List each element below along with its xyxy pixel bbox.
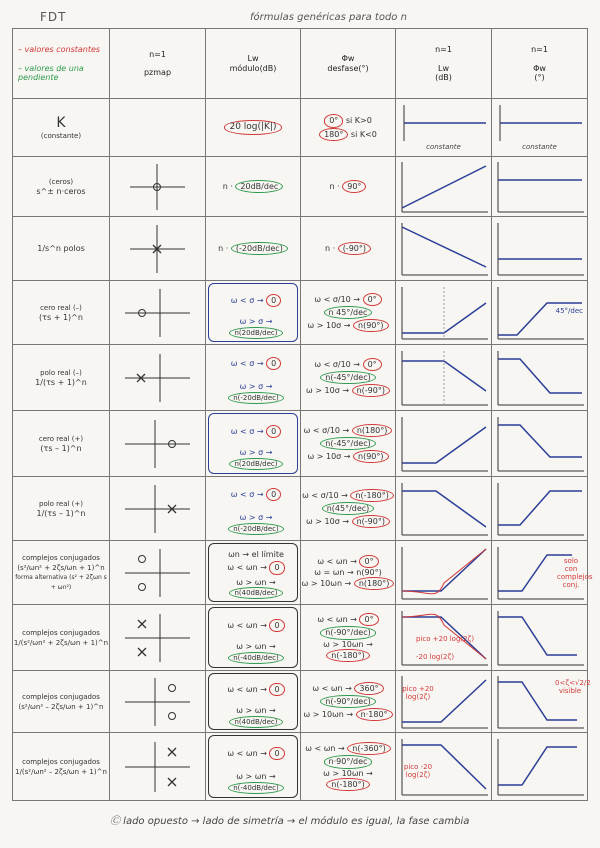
value: n(40dB/dec) [229,716,282,728]
cond: ω > ωn → [236,577,276,587]
mod-cell [206,411,301,477]
note: cero real (+) [38,435,84,444]
note: (ceros) [48,178,74,187]
lw-plot [396,605,492,671]
col-header-mod [206,29,301,99]
annotation: pico -20 log(2ζ) [403,763,433,780]
blue-box [208,413,298,474]
phase-cond: si K<0 [350,129,377,139]
phase-cell [301,281,396,345]
blue-box [208,283,298,342]
row-label [13,671,110,733]
pzmap-cell [110,157,206,217]
plot-svg [492,219,587,279]
row-complex-poles-unstable [13,733,588,801]
cond: ωn → el límite [228,550,284,560]
plot-svg [396,413,491,475]
col-top: Lw [247,54,259,64]
plot-svg [492,413,587,475]
pzmap-svg [110,348,205,408]
mod-cell [206,733,301,801]
black-box [208,543,298,602]
phase-cell [301,541,396,605]
col-sub2: (°) [534,72,545,82]
row-real-zero-neg [13,281,588,345]
phase-pos: 0° [324,114,343,127]
lw-plot [396,733,492,801]
cond: ω < ωn → [227,685,267,695]
cond: ω < ωn → [305,744,345,754]
expr: (s²/ωn² – 2ζs/ωn + 1)^n [18,702,104,711]
value: n(-90°) [352,384,390,397]
lw-plot [396,671,492,733]
col-sub: pzmap [143,68,172,78]
value: n(90°) [353,450,389,463]
cond: ω > 10ωn → [301,579,352,589]
phase-coef: n · [329,181,340,191]
pzmap-cell [110,541,206,605]
value: n(-40dB/dec) [228,652,284,664]
mod-slope: (-20dB/dec) [231,242,288,255]
cond: ω < σ → [230,296,264,306]
expr: 1/(τs + 1)^n [35,377,87,387]
value: n(-40dB/dec) [228,782,284,794]
row-label [13,733,110,801]
mod-cell [206,157,301,217]
col-sub2: (dB) [435,72,452,82]
note: cero real (–) [40,304,82,313]
mod-cell [206,99,301,157]
pzmap-svg [110,608,205,668]
value: n(180°) [352,424,393,437]
plot-caption: constante [522,143,557,152]
col-sub: Φw [533,63,546,73]
plot-svg [396,103,491,143]
row-origin-zeros [13,157,588,217]
value: n(20dB/dec) [229,327,282,339]
mod-cell [206,477,301,541]
mod-slope: 20dB/dec [235,180,283,193]
pzmap-svg [110,219,205,279]
value: n(-45°/dec) [320,371,375,384]
phase-plot [492,671,591,733]
value: 0 [269,561,284,574]
cond: ω < σ/10 → [314,294,361,304]
col-sub: módulo(dB) [229,63,277,73]
pzmap-svg [110,543,205,603]
row-constant [13,99,588,157]
phase-plot [492,99,588,157]
value: 0 [266,425,281,438]
note: complejos conjugados [22,554,100,563]
row-label [13,411,110,477]
mod-cell [206,345,301,411]
cond: ω > σ → [239,513,273,523]
phase-cell [301,217,396,281]
value: n(-45°/dec) [320,437,375,450]
plot-svg [396,672,491,732]
phase-cell [301,733,396,801]
pzmap-svg [110,158,205,216]
cond: ω < σ/10 → [303,425,350,435]
value: ω = ωn → n(90°) [314,567,382,577]
value: n(20dB/dec) [229,458,282,470]
cond: ω > 10ωn → [323,768,373,778]
pzmap-svg [110,283,205,343]
plot-svg [396,543,491,603]
pzmap-cell [110,605,206,671]
value: n(-90°/dec) [320,695,375,708]
plot-svg [492,735,587,799]
col-top: n=1 [149,49,166,59]
mod-cell [206,281,301,345]
value: 0 [266,488,281,501]
phase-cond: si K>0 [345,116,372,126]
col-top: n=1 [435,45,452,55]
plot-svg [492,158,587,216]
cond: ω > σ → [239,317,273,327]
mod-value: 20 log(|K|) [224,120,281,134]
value: 0 [269,619,284,632]
lw-plot [396,281,492,345]
cond: ω < ωn → [312,683,352,693]
pzmap-svg [110,736,205,798]
pzmap-cell [110,281,206,345]
lw-plot [396,345,492,411]
value: n(40dB/dec) [229,587,282,599]
pzmap-cell [110,217,206,281]
pzmap-cell [110,99,206,157]
mod-cell [206,541,301,605]
annotation: pico +20 log(2ζ) [402,685,434,702]
cond: ω < σ/10 → [302,490,348,500]
row-complex-zeros-unstable [13,671,588,733]
row-label [13,345,110,411]
cond: ω < ωn → [317,556,357,566]
lw-plot [396,157,492,217]
plot-svg [396,347,491,409]
annotation: 0<ζ<√2/2 visible [555,679,591,696]
col-top: Φw [341,54,355,64]
row-label [13,605,110,671]
phase-cell [301,671,396,733]
phase-plot [492,281,588,345]
lw-plot [396,477,492,541]
row-complex-poles-stable [13,605,588,671]
legend-green: – valores de una pendiente [18,63,84,82]
value: n(-180°) [350,489,393,502]
col-header-phase-plot [492,29,588,99]
phase-cell [301,605,396,671]
pzmap-cell [110,477,206,541]
phase-neg: 180° [319,128,348,141]
expr: 1/s^n polos [37,243,85,253]
value: 0 [269,747,284,760]
pzmap-svg [110,414,205,474]
annotation-2: -20 log(2ζ) [416,653,455,661]
pzmap-svg [110,672,205,732]
cond: ω < σ/10 → [314,359,361,369]
expr: 1/(s²/ωn² – 2ζs/ωn + 1)^n [15,767,107,776]
note: polo real (–) [40,369,82,378]
value: 0° [363,358,382,371]
col-sub: desfase(°) [327,63,369,73]
phase-cell [301,411,396,477]
value: n(45°/dec) [322,502,375,515]
annotation: 45°/dec [555,307,583,315]
annotation: solo con complejos conj. [557,557,593,590]
value: n(-360°) [347,742,390,755]
phase-plot [492,157,588,217]
cond: ω > σ → [239,382,273,392]
col-header-pzmap [110,29,206,99]
phase-plot [492,541,593,605]
page-tag: FDT [40,10,67,24]
plot-svg [396,158,491,216]
pzmap-cell [110,671,206,733]
note: polo real (+) [39,500,83,509]
row-label [13,157,110,217]
cond: ω > 10ωn → [323,639,373,649]
cond: ω < σ → [230,490,264,500]
pzmap-svg [110,479,205,539]
cond: ω > 10σ → [307,452,351,462]
plot-svg [492,607,587,669]
phase-plot [492,217,588,281]
col-sub: Lw [438,63,449,73]
expr: 1/(s²/ωn² + 2ζs/ωn + 1)^n [13,638,109,647]
row-real-zero-pos [13,411,588,477]
plot-caption: constante [426,143,461,152]
value: n(90°) [353,319,389,332]
row-label [13,217,110,281]
value: 0 [269,683,284,696]
cond: ω > ωn → [236,772,276,782]
cond: ω > 10ωn → [303,710,354,720]
phase-plot [492,411,588,477]
pzmap-cell [110,733,206,801]
lw-plot [396,411,492,477]
cond: ω > 10σ → [306,386,350,396]
footer-note: Ⓒ lado opuesto → lado de simetría → el módulo es igual, la fase cambia [110,816,470,827]
pzmap-cell [110,345,206,411]
phase-cell [301,345,396,411]
plot-svg [396,219,491,279]
value: 0° [363,293,382,306]
legend-red: – valores constantes [18,45,101,55]
row-origin-poles [13,217,588,281]
phase-value: (-90°) [338,242,371,255]
note: (constante) [40,131,82,140]
cond: ω > 10σ → [306,517,350,527]
mod-coef: n · [222,181,233,191]
row-real-pole-neg [13,345,588,411]
cond: ω < ωn → [317,615,357,625]
lw-plot [396,217,492,281]
col-top: n=1 [531,45,548,55]
lw-plot [396,541,492,605]
cond: ω > ωn → [236,706,276,716]
value: 0 [266,357,281,370]
phase-plot [492,345,588,411]
note: complejos conjugados [22,629,100,638]
mod-coef: n · [218,243,229,253]
value: n(-180°) [326,649,369,662]
note: complejos conjugados [22,693,100,702]
cond: ω < ωn → [227,749,267,759]
row-label [13,281,110,345]
value: 360° [354,682,383,695]
black-box [208,607,298,668]
black-box [208,735,298,798]
row-label [13,541,110,605]
value: n(-20dB/dec) [228,523,284,535]
value: n·90°/dec [324,755,373,768]
row-label [13,477,110,541]
value: n(-90°) [352,515,390,528]
phase-plot [492,733,588,801]
phase-plot [492,477,588,541]
cond: ω < σ → [230,359,264,369]
cond: ω < σ → [230,427,264,437]
value: 0 [266,294,281,307]
value: n(180°) [354,577,395,590]
plot-svg [492,347,587,409]
value: n·180° [356,708,393,721]
mod-cell [206,605,301,671]
expr: (s²/ωn² + 2ζs/ωn + 1)^n [17,563,105,572]
col-header-lw-plot [396,29,492,99]
row-label [13,99,110,157]
mod-cell [206,217,301,281]
legend-cell [13,29,110,99]
phase-cell [301,477,396,541]
value: n 45°/dec [324,306,373,319]
cond: ω > ωn → [236,642,276,652]
expr: s^± n·ceros [36,186,86,196]
row-complex-zeros-stable [13,541,588,605]
cond: ω < ωn → [227,621,267,631]
note: complejos conjugados [22,758,100,767]
phase-cell [301,157,396,217]
expr: 1/(τs – 1)^n [36,508,86,518]
plot-svg [492,103,587,143]
annotation: pico +20 log(2ζ) [416,635,475,643]
note-extra: forma alternativa (s² + 2ζωn s + ωn²) [15,573,107,591]
phase-plot [492,605,588,671]
value: 0° [359,613,378,626]
cond: ω > 10σ → [307,321,351,331]
value: n(-90°/dec) [320,626,375,639]
plot-svg [396,479,491,539]
value: n(-20dB/dec) [228,392,284,404]
bode-table [12,28,593,801]
cond: ω < ωn → [227,563,267,573]
expr: (τs + 1)^n [39,312,83,322]
black-box [208,673,298,730]
expr: K [56,114,66,131]
plot-svg [492,479,587,539]
phase-value: 90° [342,180,366,193]
mod-cell [206,671,301,733]
pzmap-cell [110,411,206,477]
header-row [13,29,588,99]
expr: (τs – 1)^n [40,443,82,453]
plot-svg [396,283,491,343]
value: n(-180°) [326,778,369,791]
lw-plot [396,99,492,157]
cond: ω > σ → [239,448,273,458]
value: 0° [359,555,378,568]
row-real-pole-pos [13,477,588,541]
col-header-phase [301,29,396,99]
phase-cell [301,99,396,157]
page-title: fórmulas genéricas para todo n [250,12,407,23]
phase-coef: n · [324,243,336,253]
